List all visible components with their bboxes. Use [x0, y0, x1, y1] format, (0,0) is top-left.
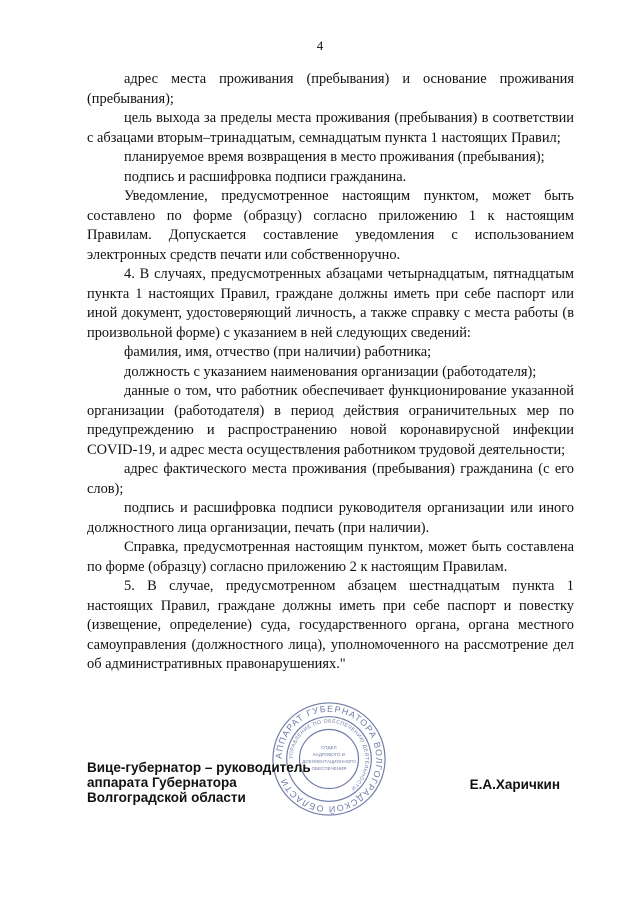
paragraph: Справка, предусмотренная настоящим пунктом, может быть составлена по форме (образцу) согласно приложению 2 к настоящим Правилам. [87, 539, 574, 575]
paragraph: подпись и расшифровка подписи гражданина. [124, 168, 407, 185]
paragraph: планируемое время возвращения в место проживания (пребывания); [124, 149, 545, 165]
paragraph: Уведомление, предусмотренное настоящим пунктом, может быть составлено по форме (образцу) согласно приложению 1 к настоящим Правилам. Допускается составление уведомления с использованием электронных средств печати или собственноручно. [87, 188, 574, 263]
paragraph: данные о том, что работник обеспечивает функционирование указанной организации (работодателя) в период действия ограничительных мер по предупреждению и распространению новой коронавирусной инфекции COVID-19, и адрес места осуществления работником трудовой деятельности; [87, 383, 574, 458]
document-body [87, 70, 574, 675]
paragraph: фамилия, имя, отчество (при наличии) работника; [124, 344, 432, 360]
stamp-inner-text: УПРАВЛЕНИЕ ПО ОБЕСПЕЧЕНИЮ ДЕЯТЕЛЬНОСТИ [288, 718, 370, 792]
signature-block [87, 760, 574, 805]
paragraph: должность с указанием наименования организации (работодателя); [124, 363, 537, 380]
signatory-title-line: Волгоградской области [87, 790, 246, 805]
stamp-outer-text: АППАРАТ ГУБЕРНАТОРА ВОЛГОГРАДСКОЙ ОБЛАСТИ [273, 703, 385, 815]
paragraph: цель выхода за пределы места проживания (пребывания) в соответствии с абзацами вторым–тринадцатым, семнадцатым пункта 1 настоящих Правил; [87, 110, 574, 146]
paragraph: адрес места проживания (пребывания) и основание проживания (пребывания); [87, 71, 574, 107]
paragraph: адрес фактического места проживания (пребывания) гражданина (с его слов); [87, 461, 574, 497]
signatory-title-line: Вице-губернатор – руководитель [87, 760, 311, 775]
paragraph: 4. В случаях, предусмотренных абзацами четырнадцатым, пятнадцатым пункта 1 настоящих Правил, граждане должны иметь при себе паспорт или иной документ, удостоверяющий личность, а также справку с места работы (в произвольной форме) с указанием в ней следующих сведений: [87, 266, 574, 341]
stamp-center-line: ДОКУМЕНТАЦИОННОГО [302, 758, 356, 764]
signatory-name: Е.А.Харичкин [469, 777, 560, 792]
paragraph: подпись и расшифровка подписи руководителя организации или иного должностного лица организации, печать (при наличии). [87, 500, 574, 536]
stamp-center-line: КАДРОВОГО И [313, 752, 345, 758]
signatory-title-line: аппарата Губернатора [87, 775, 237, 790]
page-number: 4 [316, 38, 324, 53]
stamp-center-line: ОТДЕЛ [321, 745, 337, 751]
stamp-center-line: ОБЕСПЕЧЕНИЯ [311, 765, 347, 771]
paragraph: 5. В случае, предусмотренном абзацем шестнадцатым пункта 1 настоящих Правил, граждане должны иметь при себе паспорт и повестку (извещение, определение) суда, государственного органа, органа местного самоуправления (должностного лица), уполномоченного на рассмотрение дел об административных правонарушениях." [87, 578, 574, 672]
